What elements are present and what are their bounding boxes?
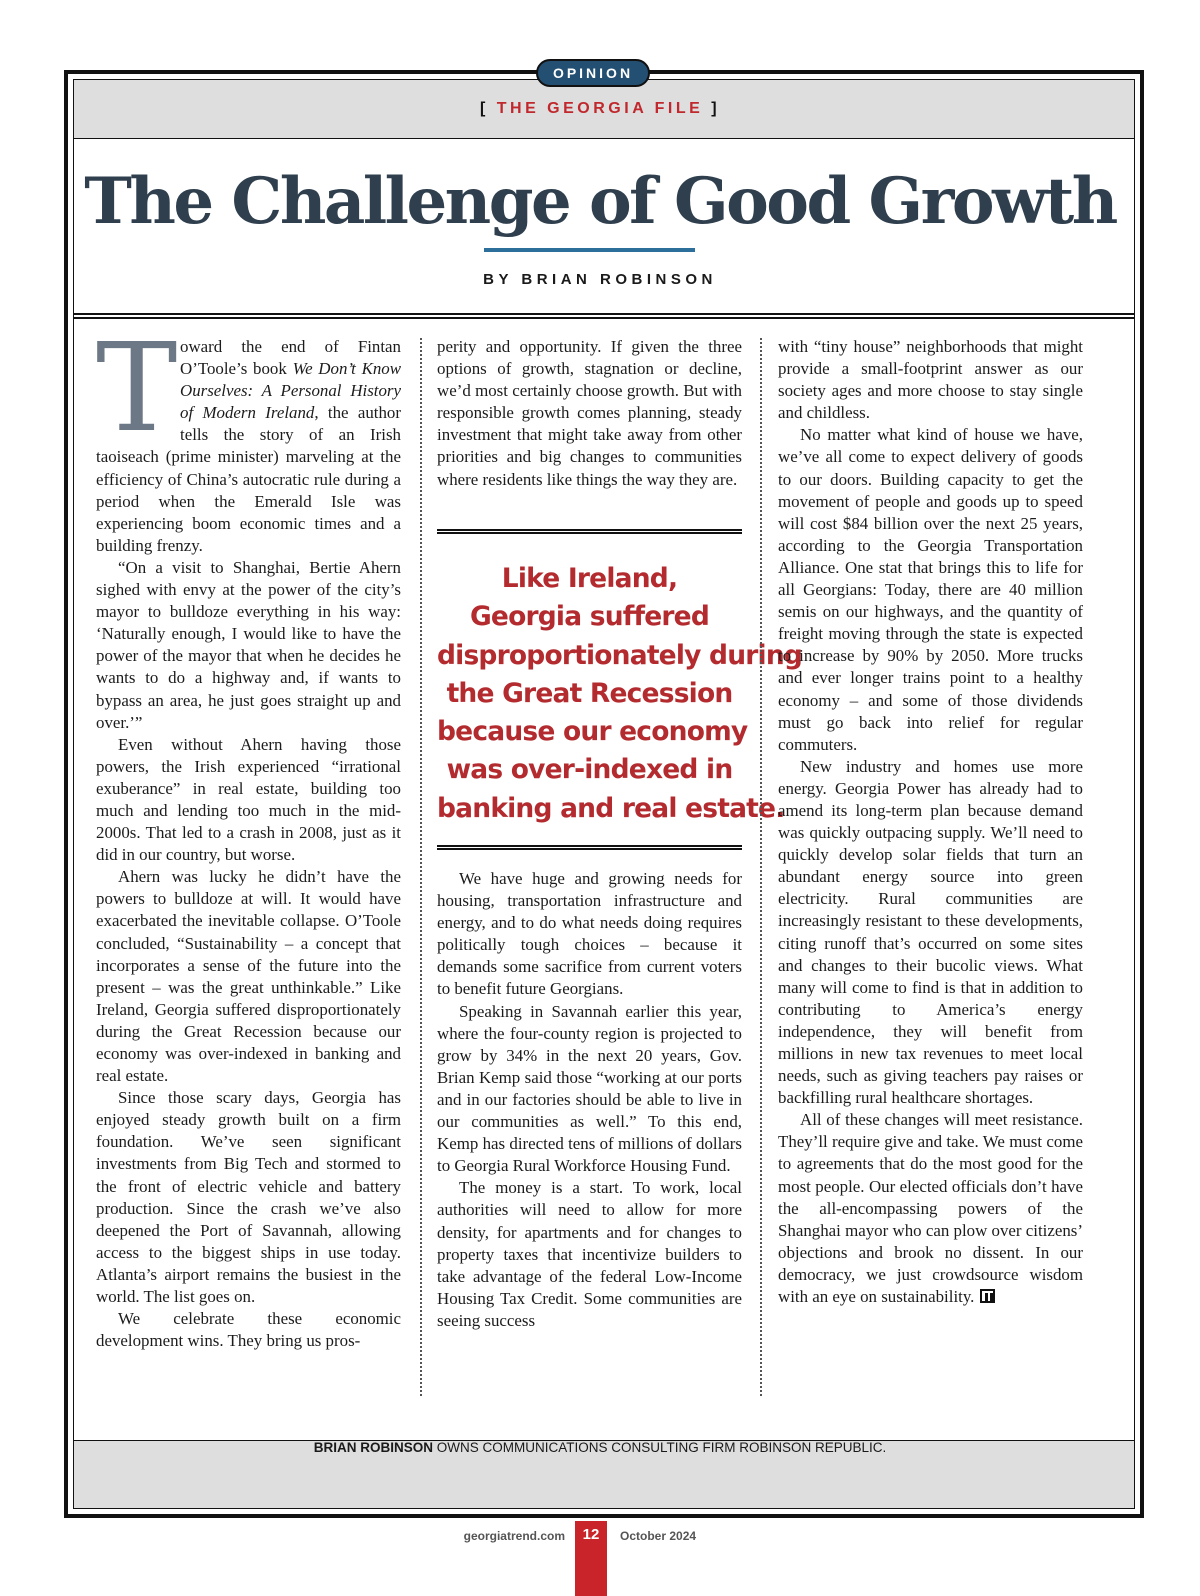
paragraph-12: No matter what kind of house we have, we’ve all come to expect delivery of goods to our doors. Building capacity to get the movement of people and goods up to speed will cost $84 billion over the next 25 years, according to the Georgia Transportation Alliance. One stat that brings this to life for all Georgians: Today, there are 40 million semis on our highways, and the quantity of freight moving through the state is expected to increase by 90% by 2050. More trucks and ever longer trains point to a healthy economy – and some of those dividends must go back into relief for regular commuters. [778, 425, 1083, 754]
column-divider-1 [420, 338, 422, 1396]
pullquote-rule-bottom [437, 845, 742, 850]
gt-end-mark-icon [980, 1289, 995, 1303]
column-2-bottom [437, 868, 742, 1404]
kicker-open-bracket: [ [479, 100, 489, 117]
paragraph-14: All of these changes will meet resistance. They’ll require give and take. We must come to agreements that do the most good for the most people. Our elected officials don’t have the all-encompassing powers of the Shanghai mayor who can plow over citizens’ objections and brook no dissent. In our democracy, we just crowdsource wisdom with an eye on sustainability. [778, 1110, 1083, 1307]
paragraph-7: perity and opportunity. If given the three options of growth, stagnation or decline, we’d most certainly choose growth. But with responsible growth comes planning, steady investment that might take away from other priorities and big changes to communities where residents like things the way they are. [437, 337, 742, 489]
column-kicker [0, 100, 1200, 118]
section-label-opinion: OPINION [536, 59, 650, 87]
drop-cap: T [96, 336, 178, 459]
column-2-top [437, 336, 742, 514]
pullquote-rule-top [437, 529, 742, 534]
kicker-text: THE GEORGIA FILE [496, 100, 704, 117]
paragraph-9: Speaking in Savannah earlier this year, where the four-county region is projected to grow by 34% in the next 20 years, Gov. Brian Kemp said those “working at our ports and in our factories should be able to live in our communities as well.” To this end, Kemp has directed tens of millions of dollars to Georgia Rural Workforce Housing Fund. [437, 1001, 742, 1176]
pullquote [437, 560, 803, 828]
paragraph-6: We celebrate these economic development wins. They bring us pros- [96, 1309, 401, 1351]
byline: BY BRIAN ROBINSON [483, 271, 717, 288]
author-description: OWNS COMMUNICATIONS CONSULTING FIRM ROBINSON REPUBLIC. [436, 1440, 887, 1455]
column-divider-2 [760, 338, 762, 1396]
paragraph-3: Even without Ahern having those powers, the Irish experienced “irrational exuberance” in real estate, building too much and lending too much in the mid-2000s. That led to a crash in 2008, just as it did in our country, but worse. [96, 734, 401, 865]
paragraph-10: The money is a start. To work, local authorities will need to allow for more density, for apartments and for changes to property taxes that incentivize builders to take advantage of the federal Low-Income Housing Tax Credit. Some communities are seeing success [437, 1178, 742, 1330]
paragraph-2: “On a visit to Shanghai, Bertie Ahern sighed with envy at the power of the city’s mayor to bulldoze everything in his way: ‘Naturally enough, I would like to have the power of the mayor that when he decides he wants to do a highway and, if wants to bypass an area, he just goes straight up and over.’” [96, 557, 401, 732]
pullquote-line: Georgia suffered [469, 601, 710, 633]
paragraph-5: Since those scary days, Georgia has enjoyed steady growth built on a firm foundation. We’ve seen significant investments from Big Tech and stormed to the front of electric vehicle and battery production. Since the crash we’ve also deepened the Port of Savannah, allowing access to the biggest ships in use today. Atlanta’s airport remains the busiest in the world. The list goes on. [96, 1088, 401, 1307]
footer-site-link[interactable]: georgiatrend.com [463, 1529, 565, 1543]
headline-underline [484, 248, 695, 252]
headline: The Challenge of Good Growth [84, 164, 1116, 239]
header-rule-top [74, 313, 1134, 315]
book-title: We Don’t Know Ourselves: A Personal History of Modern Ireland [180, 359, 401, 423]
pullquote-line: because our economy [437, 716, 748, 748]
paragraph-8: We have huge and growing needs for housing, transportation infrastructure and energy, and to do what needs doing requires politically tough choices – because it demands some sacrifice from current voters to benefit future Georgians. [437, 869, 742, 999]
author-note [0, 1440, 1200, 1455]
header-rule-bottom [74, 317, 1134, 319]
author-name: BRIAN ROBINSON [313, 1440, 433, 1455]
page-footer [0, 1521, 1200, 1596]
paragraph-1: Toward the end of Fintan O’Toole’s book We Don’t Know Ourselves: A Personal History of Modern Ireland, the author tells the story of an Irish taoiseach (prime minister) marveling at the efficiency of China’s autocratic rule during a period when the Emerald Isle was experiencing boom economic times and a building frenzy. [96, 336, 401, 555]
pullquote-line: banking and real estate. [437, 792, 785, 824]
paragraph-11: with “tiny house” neighborhoods that might provide a small-footprint answer as our society ages and more choose to stay single and childless. [778, 337, 1083, 423]
paragraph-4: Ahern was lucky he didn’t have the powers to bulldoze at will. It would have exacerbated the inevitable collapse. O’Toole concluded, “Sustainability – a concept that incorporates a sense of the future into the present – was the great unthinkable.” Like Ireland, Georgia suffered disproportionately during the Great Recession because our economy was over-indexed in banking and real estate. [96, 867, 401, 1086]
column-1 [96, 336, 401, 1404]
pullquote-line: was over-indexed in [446, 754, 733, 786]
kicker-close-bracket: ] [711, 100, 721, 117]
pullquote-line: the Great Recession [446, 677, 733, 709]
issue-date: October 2024 [620, 1529, 697, 1543]
page-number: 12 [575, 1521, 607, 1596]
pullquote-line: Like Ireland, [501, 563, 678, 594]
pullquote-line: disproportionately during [437, 639, 803, 671]
column-3 [778, 336, 1083, 1404]
paragraph-13: New industry and homes use more energy. Georgia Power has already had to amend its long-term plan because demand was quickly outpacing supply. We’ll need to quickly develop solar fields that turn an abundant energy source into green electricity. Rural communities are increasingly resistant to these developments, citing runoff that’s occurred on some sites and changes to their bucolic views. What many will come to find is that in addition to contributing to America’s energy independence, they will benefit from millions in new tax revenues to meet local needs, such as giving teachers pay raises or backfilling rural healthcare shortages. [778, 756, 1083, 1108]
